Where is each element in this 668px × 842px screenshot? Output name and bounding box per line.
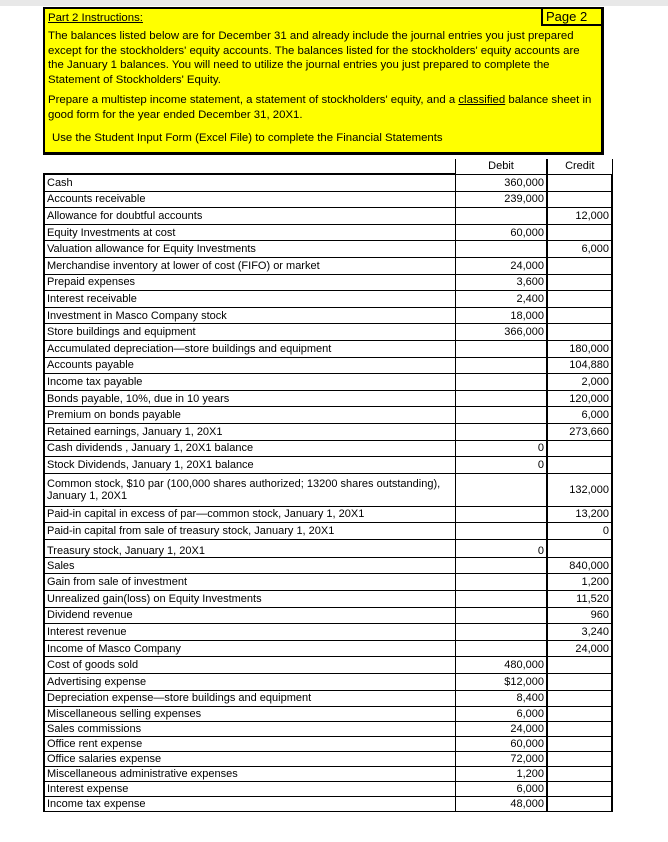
instructions-title: Part 2 Instructions: bbox=[48, 12, 143, 24]
debit-cell bbox=[456, 607, 548, 624]
debit-cell: 480,000 bbox=[456, 657, 548, 674]
debit-cell: 8,400 bbox=[456, 690, 548, 707]
table-row bbox=[44, 457, 612, 474]
debit-cell: 72,000 bbox=[456, 752, 548, 767]
credit-cell: 13,200 bbox=[547, 506, 612, 523]
table-row bbox=[44, 574, 612, 591]
account-cell: Interest revenue bbox=[44, 624, 456, 641]
credit-cell bbox=[547, 782, 612, 797]
account-cell: Allowance for doubtful accounts bbox=[44, 208, 456, 225]
debit-cell bbox=[456, 624, 548, 641]
instructions-paragraph-2 bbox=[48, 93, 598, 122]
account-cell: Gain from sale of investment bbox=[44, 574, 456, 591]
account-cell: Dividend revenue bbox=[44, 607, 456, 624]
table-row bbox=[44, 707, 612, 722]
credit-cell bbox=[547, 797, 612, 812]
table-row bbox=[44, 767, 612, 782]
account-cell: Valuation allowance for Equity Investments bbox=[44, 241, 456, 258]
viewer-top-bar bbox=[0, 0, 668, 6]
table-row bbox=[44, 591, 612, 608]
credit-cell: 960 bbox=[547, 607, 612, 624]
debit-cell: 48,000 bbox=[456, 797, 548, 812]
table-row bbox=[44, 782, 612, 797]
account-cell: Sales bbox=[44, 557, 456, 574]
account-cell: Store buildings and equipment bbox=[44, 324, 456, 341]
debit-cell bbox=[456, 340, 548, 357]
debit-cell: 366,000 bbox=[456, 324, 548, 341]
account-cell: Common stock, $10 par (100,000 shares authorized; 13200 shares outstanding), January 1, 20X1 bbox=[44, 473, 456, 506]
account-cell: Accumulated depreciation—store buildings and equipment bbox=[44, 340, 456, 357]
debit-cell: 2,400 bbox=[456, 291, 548, 308]
credit-cell: 6,000 bbox=[547, 241, 612, 258]
credit-cell bbox=[547, 274, 612, 291]
table-row bbox=[44, 690, 612, 707]
table-row bbox=[44, 607, 612, 624]
text: balance sheet in good form for the year ended December 31, 20X1. bbox=[48, 94, 592, 121]
debit-cell: 6,000 bbox=[456, 707, 548, 722]
credit-cell: 840,000 bbox=[547, 557, 612, 574]
table-row bbox=[44, 640, 612, 657]
debit-cell: 60,000 bbox=[456, 224, 548, 241]
table-row bbox=[44, 722, 612, 737]
credit-cell bbox=[547, 307, 612, 324]
account-cell: Sales commissions bbox=[44, 722, 456, 737]
table-row bbox=[44, 324, 612, 341]
debit-cell bbox=[456, 390, 548, 407]
debit-cell bbox=[456, 423, 548, 440]
credit-cell bbox=[547, 657, 612, 674]
account-cell: Bonds payable, 10%, due in 10 years bbox=[44, 390, 456, 407]
text: Prepare a multistep income statement, a statement of stockholders' equity, and a bbox=[48, 94, 459, 106]
table-row bbox=[44, 737, 612, 752]
table-row bbox=[44, 374, 612, 391]
debit-cell bbox=[456, 506, 548, 523]
table-row bbox=[44, 557, 612, 574]
account-cell: Retained earnings, January 1, 20X1 bbox=[44, 423, 456, 440]
debit-cell: 6,000 bbox=[456, 782, 548, 797]
table-row bbox=[44, 340, 612, 357]
table-row bbox=[44, 241, 612, 258]
credit-header: Credit bbox=[547, 159, 612, 174]
account-cell: Cash dividends , January 1, 20X1 balance bbox=[44, 440, 456, 457]
debit-cell: 1,200 bbox=[456, 767, 548, 782]
table-row bbox=[44, 523, 612, 540]
account-cell: Unrealized gain(loss) on Equity Investments bbox=[44, 591, 456, 608]
debit-cell bbox=[456, 374, 548, 391]
debit-cell bbox=[456, 241, 548, 258]
credit-cell bbox=[547, 291, 612, 308]
table-row bbox=[44, 440, 612, 457]
debit-cell: 0 bbox=[456, 457, 548, 474]
credit-cell bbox=[547, 722, 612, 737]
account-cell: Cash bbox=[44, 174, 456, 191]
account-cell: Miscellaneous administrative expenses bbox=[44, 767, 456, 782]
account-cell: Cost of goods sold bbox=[44, 657, 456, 674]
debit-cell: 239,000 bbox=[456, 191, 548, 208]
debit-cell bbox=[456, 591, 548, 608]
table-row bbox=[44, 674, 612, 691]
debit-cell bbox=[456, 407, 548, 424]
table-row bbox=[44, 191, 612, 208]
credit-cell: 180,000 bbox=[547, 340, 612, 357]
debit-cell bbox=[456, 574, 548, 591]
account-cell: Accounts payable bbox=[44, 357, 456, 374]
account-cell: Income tax expense bbox=[44, 797, 456, 812]
instructions-paragraph-3: Use the Student Input Form (Excel File) to complete the Financial Statements bbox=[52, 132, 443, 144]
table-row bbox=[44, 797, 612, 812]
credit-cell: 0 bbox=[547, 523, 612, 540]
credit-cell: 104,880 bbox=[547, 357, 612, 374]
credit-cell bbox=[547, 707, 612, 722]
account-cell: Accounts receivable bbox=[44, 191, 456, 208]
account-cell: Office rent expense bbox=[44, 737, 456, 752]
account-cell: Premium on bonds payable bbox=[44, 407, 456, 424]
account-cell: Income of Masco Company bbox=[44, 640, 456, 657]
table-row bbox=[44, 407, 612, 424]
table-row bbox=[44, 274, 612, 291]
debit-cell: 18,000 bbox=[456, 307, 548, 324]
instructions-paragraph-1: The balances listed below are for December 31 and already include the journal entries you just prepared except for the stockholders' equity accounts. The balances listed for the stockholders' equity accounts are the January 1 balances. You will need to utilize the journal entries you just prepared to complete the Statement of Stockholders' Equity. bbox=[48, 30, 580, 86]
table-row bbox=[44, 390, 612, 407]
credit-cell bbox=[547, 257, 612, 274]
debit-cell: 60,000 bbox=[456, 737, 548, 752]
account-cell: Merchandise inventory at lower of cost (FIFO) or market bbox=[44, 257, 456, 274]
credit-cell bbox=[547, 690, 612, 707]
credit-cell bbox=[547, 224, 612, 241]
account-cell: Paid-in capital from sale of treasury stock, January 1, 20X1 bbox=[44, 523, 456, 540]
credit-cell: 6,000 bbox=[547, 407, 612, 424]
credit-cell bbox=[547, 767, 612, 782]
debit-cell: 3,600 bbox=[456, 274, 548, 291]
table-row bbox=[44, 357, 612, 374]
page-number: Page 2 bbox=[541, 9, 601, 26]
credit-cell bbox=[547, 752, 612, 767]
debit-cell: 0 bbox=[456, 539, 548, 557]
debit-cell bbox=[456, 557, 548, 574]
credit-cell: 120,000 bbox=[547, 390, 612, 407]
instructions-box bbox=[43, 7, 604, 155]
table-row bbox=[44, 506, 612, 523]
table-row bbox=[44, 307, 612, 324]
table-row bbox=[44, 208, 612, 225]
account-cell: Paid-in capital in excess of par—common stock, January 1, 20X1 bbox=[44, 506, 456, 523]
table-row bbox=[44, 423, 612, 440]
debit-cell: 0 bbox=[456, 440, 548, 457]
credit-cell: 2,000 bbox=[547, 374, 612, 391]
account-cell: Equity Investments at cost bbox=[44, 224, 456, 241]
credit-cell bbox=[547, 191, 612, 208]
table-row bbox=[44, 624, 612, 641]
account-cell: Interest expense bbox=[44, 782, 456, 797]
debit-header: Debit bbox=[456, 159, 548, 174]
debit-cell: $12,000 bbox=[456, 674, 548, 691]
table-row bbox=[44, 539, 612, 557]
credit-cell: 12,000 bbox=[547, 208, 612, 225]
credit-cell bbox=[547, 324, 612, 341]
account-cell: Office salaries expense bbox=[44, 752, 456, 767]
credit-cell: 132,000 bbox=[547, 473, 612, 506]
credit-cell: 24,000 bbox=[547, 640, 612, 657]
table-header-row bbox=[44, 159, 612, 174]
table-row bbox=[44, 291, 612, 308]
debit-cell: 360,000 bbox=[456, 174, 548, 191]
credit-cell bbox=[547, 539, 612, 557]
credit-cell: 11,520 bbox=[547, 591, 612, 608]
classified-underlined: classified bbox=[458, 94, 506, 106]
credit-cell bbox=[547, 440, 612, 457]
account-cell: Miscellaneous selling expenses bbox=[44, 707, 456, 722]
debit-cell bbox=[456, 473, 548, 506]
account-cell: Income tax payable bbox=[44, 374, 456, 391]
debit-cell bbox=[456, 523, 548, 540]
account-cell: Treasury stock, January 1, 20X1 bbox=[44, 539, 456, 557]
debit-cell bbox=[456, 640, 548, 657]
table-row bbox=[44, 752, 612, 767]
account-cell: Depreciation expense—store buildings and equipment bbox=[44, 690, 456, 707]
credit-cell: 273,660 bbox=[547, 423, 612, 440]
account-header bbox=[44, 159, 456, 174]
account-cell: Investment in Masco Company stock bbox=[44, 307, 456, 324]
table-row bbox=[44, 657, 612, 674]
account-cell: Prepaid expenses bbox=[44, 274, 456, 291]
credit-cell bbox=[547, 174, 612, 191]
credit-cell: 1,200 bbox=[547, 574, 612, 591]
account-cell: Stock Dividends, January 1, 20X1 balance bbox=[44, 457, 456, 474]
debit-cell bbox=[456, 208, 548, 225]
table-row bbox=[44, 174, 612, 191]
table-row bbox=[44, 257, 612, 274]
table-row bbox=[44, 224, 612, 241]
account-cell: Advertising expense bbox=[44, 674, 456, 691]
debit-cell bbox=[456, 357, 548, 374]
account-cell: Interest receivable bbox=[44, 291, 456, 308]
credit-cell bbox=[547, 737, 612, 752]
table-row bbox=[44, 473, 612, 506]
credit-cell bbox=[547, 457, 612, 474]
credit-cell bbox=[547, 674, 612, 691]
trial-balance-table bbox=[43, 159, 613, 812]
credit-cell: 3,240 bbox=[547, 624, 612, 641]
debit-cell: 24,000 bbox=[456, 257, 548, 274]
debit-cell: 24,000 bbox=[456, 722, 548, 737]
